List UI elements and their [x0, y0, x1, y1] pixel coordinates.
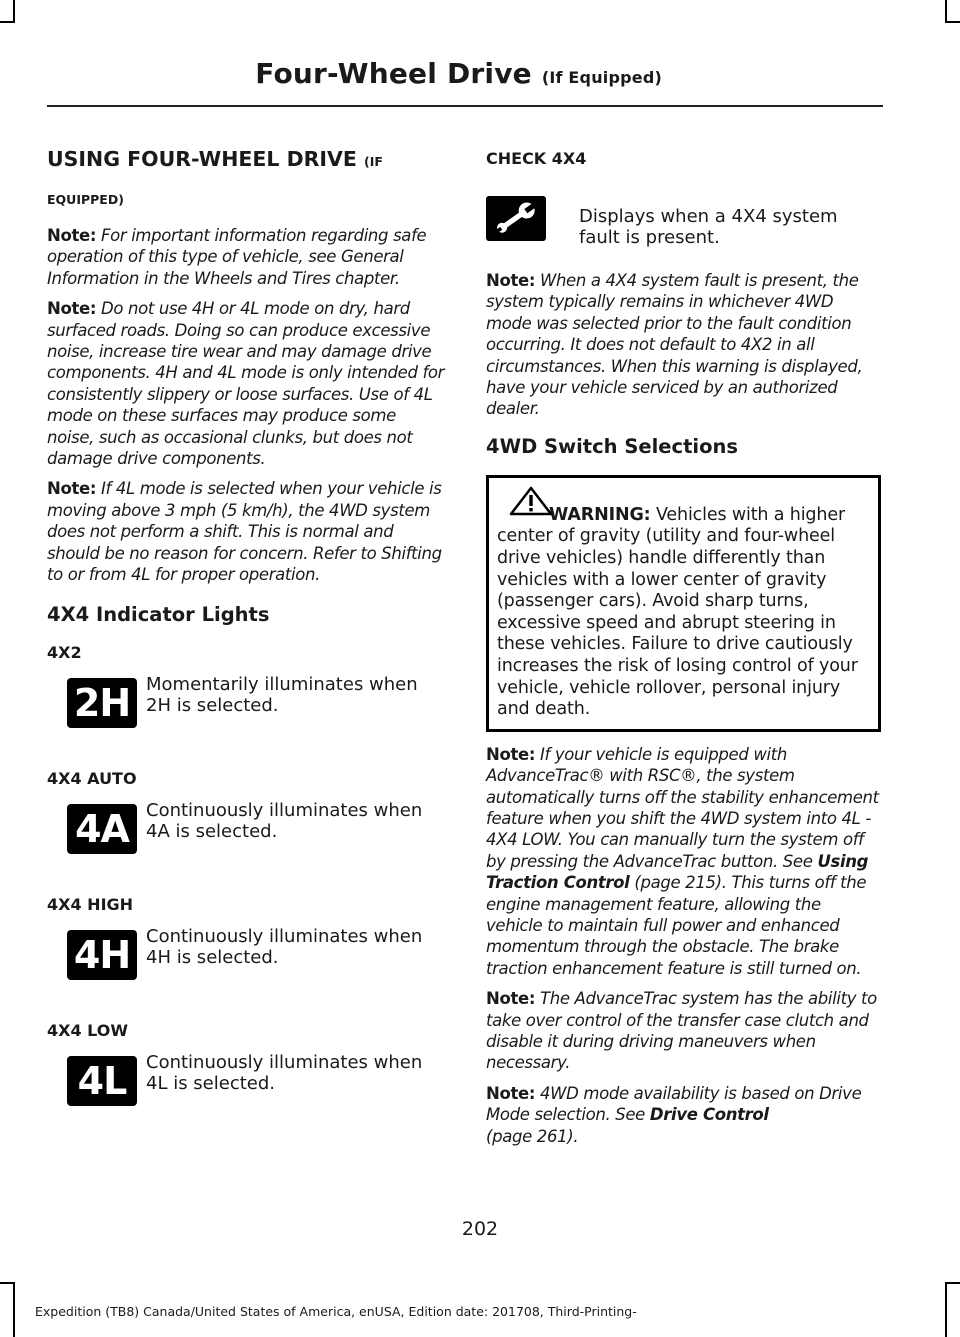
crop-mark	[945, 1282, 960, 1284]
crop-mark	[0, 1282, 15, 1284]
indicator-name: 4X4 LOW	[47, 1020, 129, 1040]
note-label: Note:	[47, 479, 97, 499]
indicator-description: Momentarily illuminates when 2H is selected.	[146, 673, 418, 716]
note-text: When a 4X4 system fault is present, the system typically remains in whichever 4WD mode was selected prior to the fault condition occurring. It does not default to 4X2 in all circumstances. When this warning is displayed, have your vehicle serviced by an authorized dealer.	[486, 271, 863, 419]
note-text: (page 215). This turns off the engine management feature, allowing the vehicle to maintain full power and enhanced momentum through the obstacle. The brake traction enhancement feature is still turned on.	[486, 873, 867, 978]
warning-box	[486, 475, 881, 732]
note-paragraph	[486, 988, 881, 1074]
cross-reference-link[interactable]: Drive Control	[649, 1105, 769, 1125]
note-text: (page 261).	[486, 1126, 579, 1146]
indicator-4l-icon: 4L	[67, 1056, 137, 1106]
indicator-name: 4X4 AUTO	[47, 768, 137, 788]
note-label: Note:	[47, 226, 97, 245]
note-text: For important information regarding safe operation of this type of vehicle, see General Information in the Wheels and Tires chapter.	[47, 226, 427, 288]
note-text: 4WD mode availability is based on Drive Mode selection. See	[486, 1083, 862, 1125]
crop-mark	[945, 1282, 947, 1337]
section-heading-qualifier-2: EQUIPPED)	[47, 192, 124, 207]
note-text: If your vehicle is equipped with AdvanceTrac® with RSC®, the system automatically turns off the stability enhancement feature when you shift the 4WD system into 4L - 4X4 LOW. You can manually turn the system off by pressing the AdvanceTrac button. See	[486, 744, 879, 871]
note-paragraph	[486, 744, 881, 979]
note-paragraph	[47, 225, 447, 289]
crop-mark	[945, 0, 947, 22]
note-paragraph	[486, 1083, 881, 1147]
indicator-4h-icon: 4H	[67, 930, 137, 980]
header-title: Four-Wheel Drive	[255, 57, 532, 90]
section-heading-qualifier: (IF	[364, 154, 383, 169]
indicator-row	[47, 674, 447, 756]
warning-triangle-icon	[509, 486, 553, 516]
header-subtitle: (If Equipped)	[541, 68, 662, 87]
note-label: Note:	[486, 989, 536, 1009]
page-header	[255, 57, 662, 90]
right-column	[486, 146, 881, 1156]
indicator-row	[47, 800, 447, 882]
indicator-row	[47, 926, 447, 1008]
indicator-description: Continuously illuminates when 4H is selected.	[146, 925, 423, 968]
crop-mark	[13, 1282, 15, 1337]
indicator-name: 4X4 HIGH	[47, 894, 134, 914]
indicator-description: Continuously illuminates when 4L is selected.	[146, 1051, 423, 1094]
note-text: The AdvanceTrac system has the ability to take over control of the transfer case clutch and disable it during driving maneuvers when necessary.	[486, 989, 877, 1073]
warning-label: WARNING:	[549, 504, 651, 525]
check-4x4-row	[486, 186, 881, 270]
note-label: Note:	[47, 299, 97, 319]
note-paragraph	[47, 298, 447, 469]
note-label: Note:	[486, 271, 536, 290]
note-paragraph	[47, 478, 447, 585]
indicator-4a-icon: 4A	[67, 804, 137, 854]
indicator-row	[47, 1052, 447, 1134]
crop-mark	[945, 21, 960, 23]
cross-reference-link[interactable]: Using Traction Control	[486, 851, 869, 893]
left-column	[47, 146, 447, 1146]
section-heading-text: USING FOUR-WHEEL DRIVE	[47, 147, 357, 171]
check-4x4-heading: CHECK 4X4	[486, 149, 587, 168]
header-divider	[47, 105, 883, 107]
note-paragraph	[486, 270, 881, 420]
note-label: Note:	[486, 1083, 536, 1103]
page-number: 202	[461, 1218, 499, 1240]
indicator-2h-icon: 2H	[67, 678, 137, 728]
warning-text: Vehicles with a higher center of gravity (utility and four-wheel drive vehicles) handle differently than vehicles with a lower center of gravity (passenger cars). Avoid sharp turns, excessive speed and abrupt steering in these vehicles. Failure to drive cautiously increases the risk of losing control of your vehicle, vehicle rollover, personal injury and death.	[497, 504, 858, 720]
section-heading	[47, 146, 447, 213]
switch-selections-heading: 4WD Switch Selections	[486, 434, 738, 458]
crop-mark	[0, 21, 15, 23]
wrench-icon	[486, 196, 546, 241]
indicator-description: Continuously illuminates when 4A is selected.	[146, 799, 423, 842]
note-label: Note:	[486, 744, 536, 764]
note-text: Do not use 4H or 4L mode on dry, hard surfaced roads. Doing so can produce excessive noise, increase tire wear and may damage drive components. 4H and 4L mode is only intended for consistently slippery or loose surfaces. Use of 4L mode on these surfaces may produce some noise, such as occasional clunks, but does not damage drive components.	[47, 299, 445, 469]
check-4x4-description: Displays when a 4X4 system fault is present.	[579, 206, 838, 248]
indicator-heading: 4X4 Indicator Lights	[47, 602, 270, 626]
indicator-name: 4X2	[47, 642, 82, 662]
note-text: If 4L mode is selected when your vehicle is moving above 3 mph (5 km/h), the 4WD system does not perform a shift. This is normal and should be no reason for concern. Refer to Shifting to or from 4L for proper operation.	[47, 479, 442, 585]
page-footer: Expedition (TB8) Canada/United States of America, enUSA, Edition date: 201708, Third-Printing-	[35, 1304, 637, 1319]
crop-mark	[13, 0, 15, 22]
